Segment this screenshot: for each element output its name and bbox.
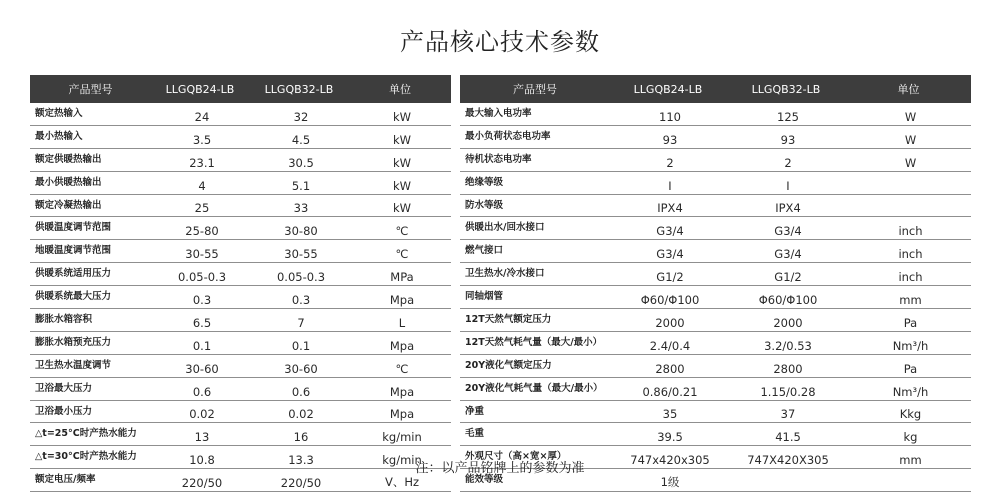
value-24: 0.05-0.3 [151,263,249,286]
value-32: 32 [249,103,349,125]
value-32: 0.6 [249,377,349,400]
value-32: 4.5 [249,125,349,148]
unit: W [846,125,971,148]
value-24: 35 [610,400,726,423]
unit: ℃ [349,354,451,377]
value-24: 110 [610,103,726,125]
unit: kg [846,423,971,446]
value-24: 30-60 [151,354,249,377]
value-24: 6.5 [151,309,249,332]
unit: inch [846,263,971,286]
table-row [460,423,971,446]
unit: mm [846,446,971,469]
table-row [460,217,971,240]
value-32: G3/4 [726,240,846,263]
unit: kW [349,194,451,217]
value-24: 39.5 [610,423,726,446]
header-model-32: LLGQB32-LB [249,75,349,103]
value-32: G1/2 [726,263,846,286]
row-label: 净重 [460,400,610,423]
table-row [30,309,451,332]
row-label: 额定热输入 [30,103,151,125]
table-row [460,377,971,400]
table-row [460,263,971,286]
table-row [30,217,451,240]
value-32: 0.02 [249,400,349,423]
table-row [30,286,451,309]
table-row [30,331,451,354]
unit: inch [846,217,971,240]
footnote: 注：以产品铭牌上的参数为准 [415,461,585,476]
value-24: G3/4 [610,217,726,240]
row-label: 外观尺寸（高×宽×厚） [460,446,610,469]
table-row [460,194,971,217]
value-32: 1.15/0.28 [726,377,846,400]
unit: Nm³/h [846,331,971,354]
unit: Mpa [349,400,451,423]
row-label: 最小热输入 [30,125,151,148]
row-label: 毛重 [460,423,610,446]
header-model: 产品型号 [30,75,151,103]
value-24: 2 [610,148,726,171]
unit: kg/min [349,446,451,469]
row-label: 供暖温度调节范围 [30,217,151,240]
value-32: 13.3 [249,446,349,469]
header-model-24: LLGQB24-LB [151,75,249,103]
row-label: 额定供暖热输出 [30,148,151,171]
unit: Kkg [846,400,971,423]
row-label: 膨胀水箱预充压力 [30,331,151,354]
table-row [460,125,971,148]
value-32: 125 [726,103,846,125]
value-32: 5.1 [249,171,349,194]
table-row [460,240,971,263]
value-32: 30-55 [249,240,349,263]
value-24: I [610,171,726,194]
right-table-header [460,75,971,103]
table-row [460,171,971,194]
value-32: 16 [249,423,349,446]
unit: kW [349,148,451,171]
row-label: 12T天然气耗气量（最大/最小） [460,331,610,354]
table-row [30,354,451,377]
left-table-header [30,75,451,103]
page-title: 产品核心技术参数 [400,28,600,56]
value-32: G3/4 [726,217,846,240]
value-32: 41.5 [726,423,846,446]
value-24: 0.86/0.21 [610,377,726,400]
unit [846,194,971,217]
value-24: 23.1 [151,148,249,171]
row-label: 卫浴最大压力 [30,377,151,400]
value-32: 0.1 [249,331,349,354]
unit: W [846,148,971,171]
value-32: IPX4 [726,194,846,217]
value-24: G3/4 [610,240,726,263]
row-label: 防水等级 [460,194,610,217]
value-24: 220/50 [151,469,249,492]
row-label: 待机状态电功率 [460,148,610,171]
table-row [460,354,971,377]
value-32: 2000 [726,309,846,332]
unit: mm [846,286,971,309]
table-row [30,194,451,217]
value-24: 2000 [610,309,726,332]
table-row [30,125,451,148]
table-row [30,103,451,125]
value-32: 7 [249,309,349,332]
table-row [30,400,451,423]
row-label: 燃气接口 [460,240,610,263]
value-24: 0.1 [151,331,249,354]
table-row [30,171,451,194]
header-model: 产品型号 [460,75,610,103]
row-label: 卫浴最小压力 [30,400,151,423]
value-24: 13 [151,423,249,446]
value-24: 93 [610,125,726,148]
row-label: 同轴烟管 [460,286,610,309]
value-24: Φ60/Φ100 [610,286,726,309]
table-row [30,148,451,171]
value-24: G1/2 [610,263,726,286]
unit: V、Hz [349,469,451,492]
row-label: 额定电压/频率 [30,469,151,492]
header-unit: 单位 [846,75,971,103]
unit: Mpa [349,377,451,400]
header-model-24: LLGQB24-LB [610,75,726,103]
value-24: IPX4 [610,194,726,217]
table-row [30,377,451,400]
value-32: 2800 [726,354,846,377]
table-row [30,240,451,263]
row-label: △t=25°C时产热水能力 [30,423,151,446]
row-label: 卫生热水温度调节 [30,354,151,377]
value-24: 24 [151,103,249,125]
unit: Mpa [349,286,451,309]
table-row [30,263,451,286]
row-label: 最小负荷状态电功率 [460,125,610,148]
unit: L [349,309,451,332]
unit: kW [349,171,451,194]
unit: Pa [846,354,971,377]
table-row [460,309,971,332]
row-label: 供暖系统适用压力 [30,263,151,286]
row-label: 绝缘等级 [460,171,610,194]
value-32: 33 [249,194,349,217]
row-label: △t=30°C时产热水能力 [30,446,151,469]
row-label: 最大输入电功率 [460,103,610,125]
unit: ℃ [349,240,451,263]
table-row [460,148,971,171]
unit: MPa [349,263,451,286]
value-32: 30.5 [249,148,349,171]
unit: kW [349,125,451,148]
table-row [460,286,971,309]
value-24: 25-80 [151,217,249,240]
value-24: 0.6 [151,377,249,400]
row-label: 供暖系统最大压力 [30,286,151,309]
value-24: 30-55 [151,240,249,263]
unit: kg/min [349,423,451,446]
value-24: 4 [151,171,249,194]
value-32: 30-80 [249,217,349,240]
row-label: 20Y液化气耗气量（最大/最小） [460,377,610,400]
right-spec-table [460,75,971,492]
table-row [460,331,971,354]
row-label: 20Y液化气额定压力 [460,354,610,377]
value-24: 0.02 [151,400,249,423]
table-row [460,103,971,125]
value-32: 0.3 [249,286,349,309]
row-label: 能效等级 [460,469,610,492]
value-32: I [726,171,846,194]
row-label: 最小供暖热输出 [30,171,151,194]
value-32: Φ60/Φ100 [726,286,846,309]
value-32: 747X420X305 [726,446,846,469]
value-32: 220/50 [249,469,349,492]
unit: Pa [846,309,971,332]
table-row [30,423,451,446]
value-32: 93 [726,125,846,148]
value-24: 2800 [610,354,726,377]
table-row [460,400,971,423]
value-24: 1级 [610,469,726,492]
left-spec-table [30,75,451,492]
unit: kW [349,103,451,125]
row-label: 供暖出水/回水接口 [460,217,610,240]
value-32: 3.2/0.53 [726,331,846,354]
row-label: 12T天然气额定压力 [460,309,610,332]
header-unit: 单位 [349,75,451,103]
unit: W [846,103,971,125]
row-label: 卫生热水/冷水接口 [460,263,610,286]
value-24: 2.4/0.4 [610,331,726,354]
value-32: 2 [726,148,846,171]
header-model-32: LLGQB32-LB [726,75,846,103]
row-label: 膨胀水箱容积 [30,309,151,332]
value-32: 37 [726,400,846,423]
value-32: 30-60 [249,354,349,377]
value-24: 25 [151,194,249,217]
value-24: 3.5 [151,125,249,148]
unit: Nm³/h [846,377,971,400]
unit: ℃ [349,217,451,240]
unit [846,171,971,194]
row-label: 额定冷凝热输出 [30,194,151,217]
value-32: 0.05-0.3 [249,263,349,286]
value-24: 10.8 [151,446,249,469]
unit: inch [846,240,971,263]
value-24: 0.3 [151,286,249,309]
row-label: 地暖温度调节范围 [30,240,151,263]
value-24: 747x420x305 [610,446,726,469]
unit: Mpa [349,331,451,354]
